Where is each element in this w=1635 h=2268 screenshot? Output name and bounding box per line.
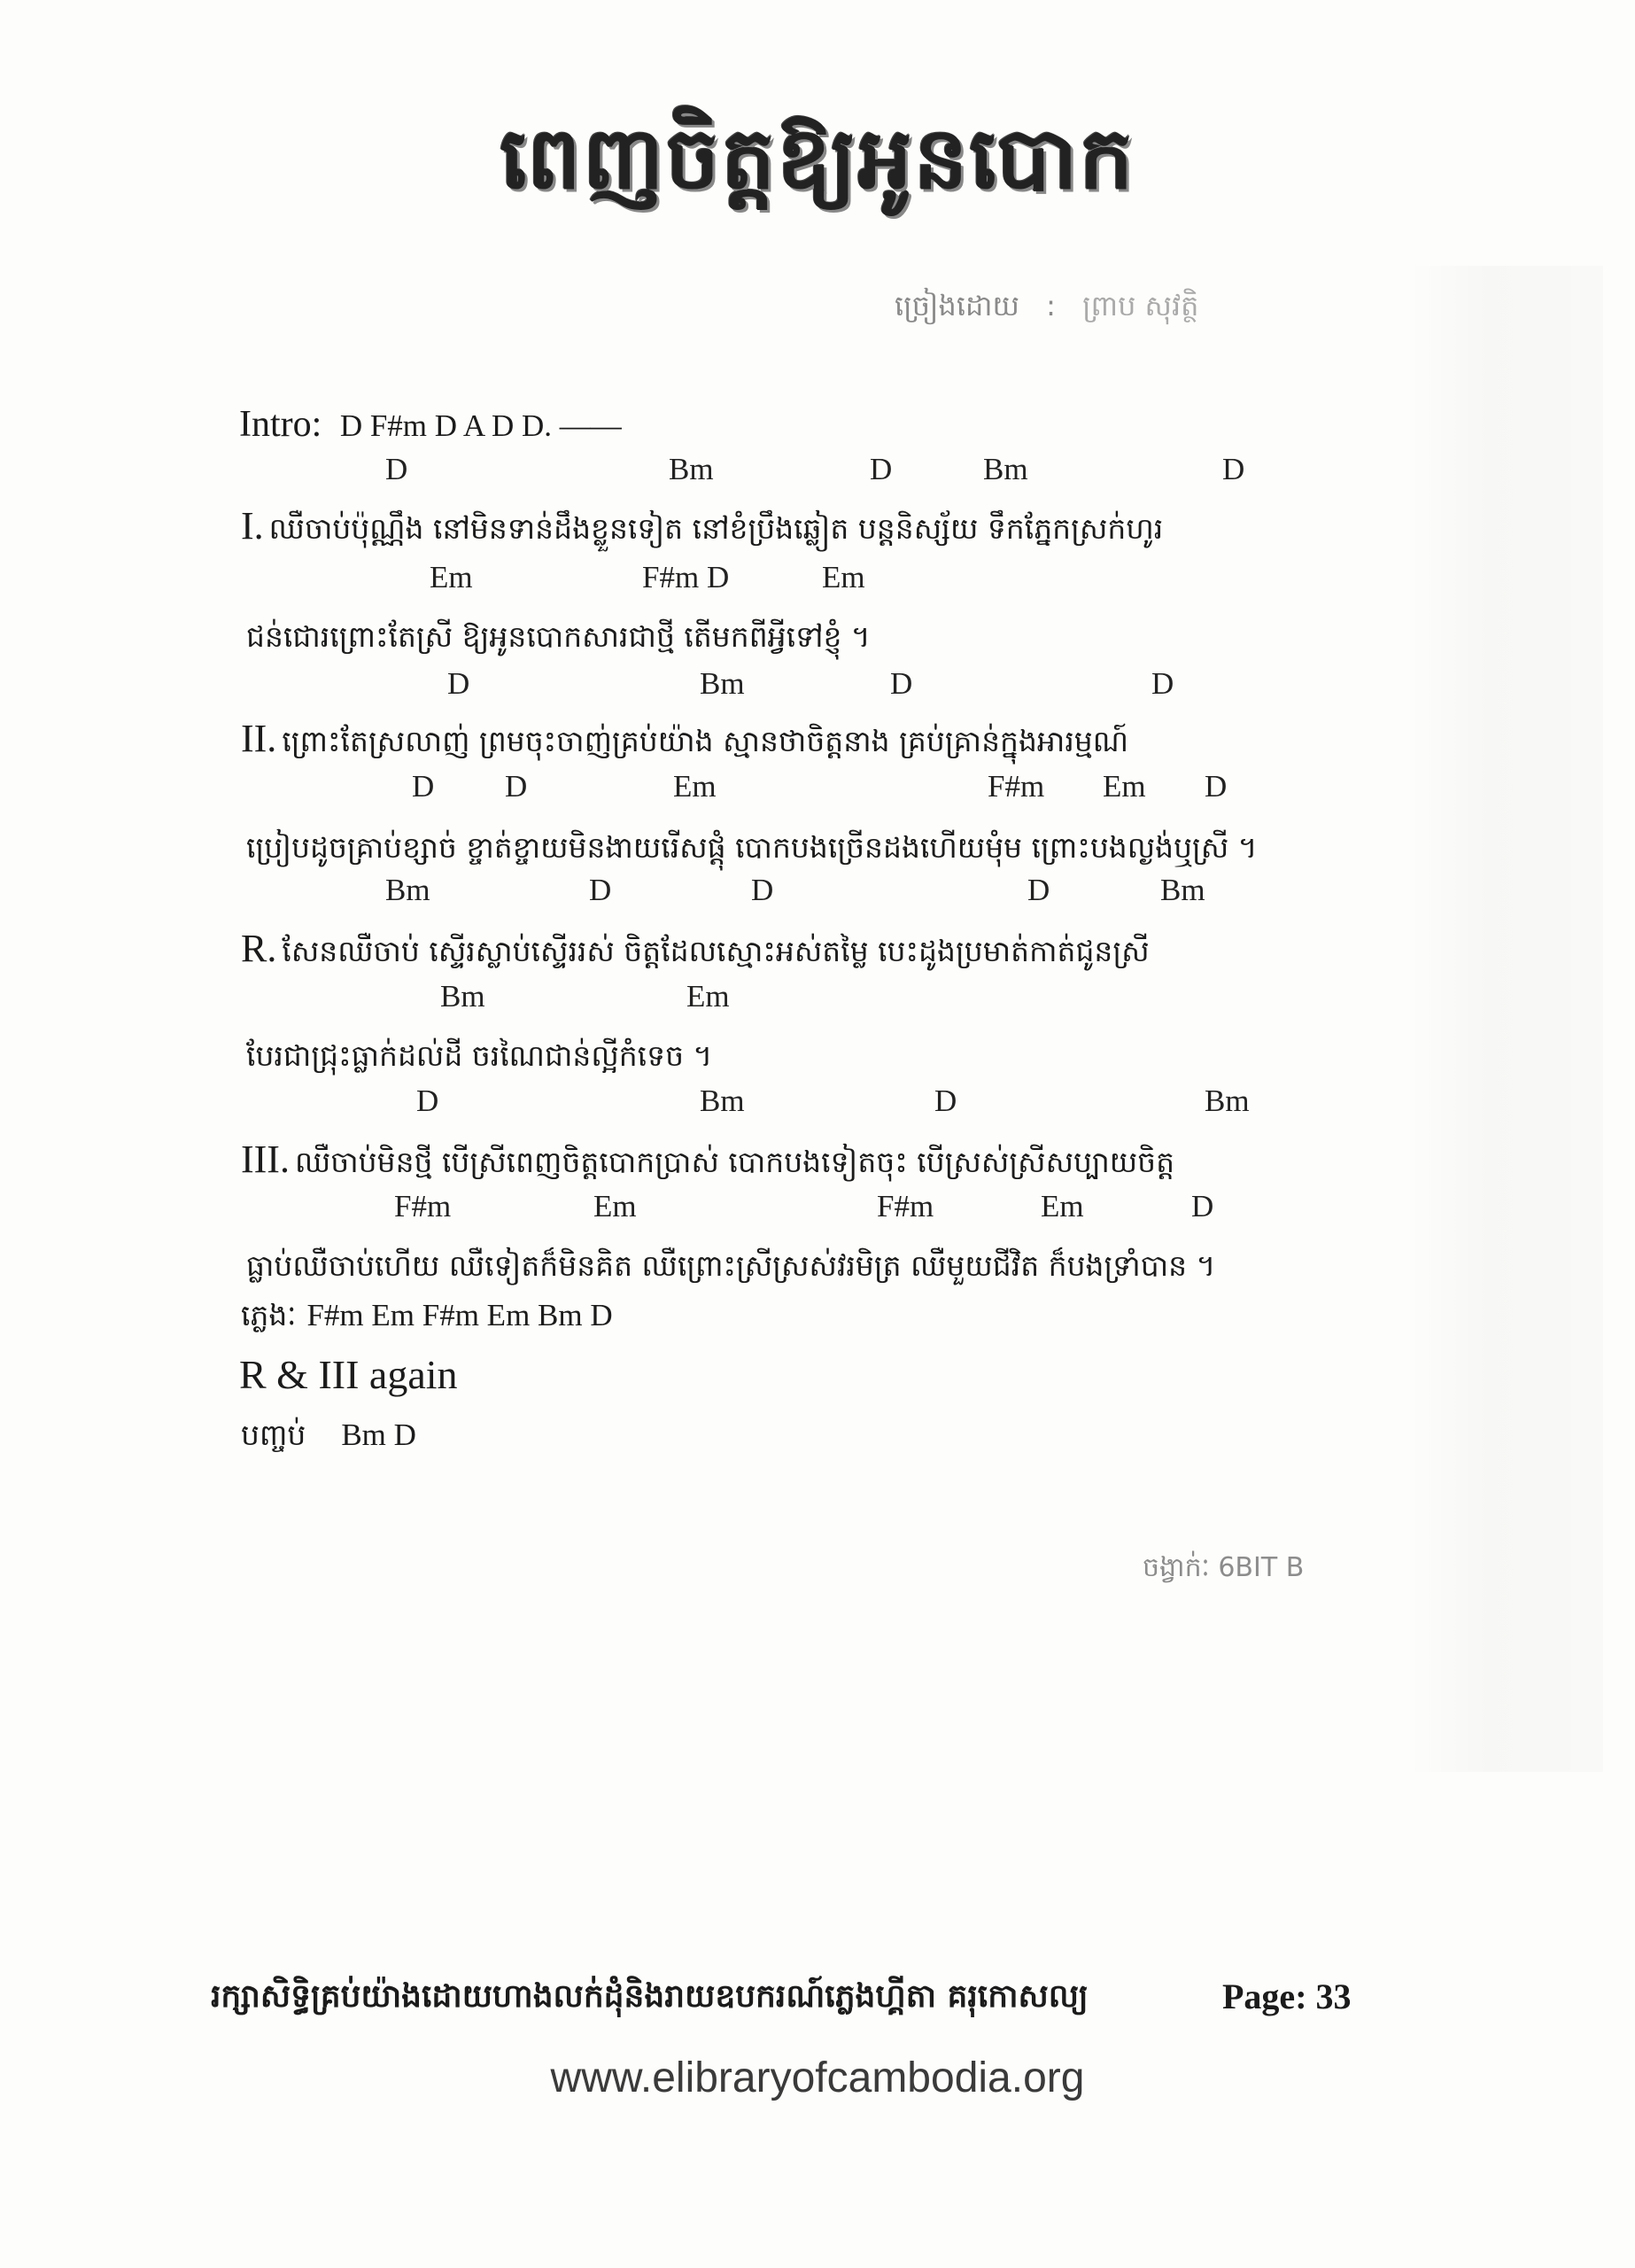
chord: D (751, 873, 774, 907)
chord: F#m (988, 769, 1045, 804)
lyric-text: ជន់ជោរព្រោះតែស្រី ឱ្យអូនបោកសារជាថ្មី តើមកពីអ្វីទៅខ្ញុំ ។ (246, 619, 871, 654)
ending-label: បញ្ចប់ (241, 1418, 306, 1452)
singer-name: ព្រាប សុវត្ថិ (1082, 289, 1199, 322)
chord-row (0, 666, 1635, 711)
rhythm-note: ចង្វាក់ៈ 6BIT B (1143, 1552, 1305, 1583)
chord: D (1205, 769, 1228, 804)
chord: D (589, 873, 612, 907)
lyric-line (241, 822, 1258, 873)
chord: Bm (1205, 1084, 1250, 1118)
chord: D (1191, 1189, 1214, 1223)
copyright-notice: រក្សាសិទ្ធិគ្រប់យ៉ាងដោយហាងលក់ដុំនិងរាយឧបករណ៍ភ្លេងហ្គីតា គរុកោសល្យ (211, 1978, 1089, 2015)
repeat-instruction: R & III again (239, 1352, 458, 1397)
chord: Bm (700, 1084, 745, 1118)
chord: Bm (983, 452, 1028, 486)
chord-row (0, 560, 1635, 604)
ending-line (241, 1418, 416, 1460)
interlude-chords: F#m Em F#m Em Bm D (306, 1298, 613, 1332)
chord: Em (430, 560, 473, 594)
chord: D (890, 666, 913, 701)
chord: Em (822, 560, 865, 594)
chord: D (385, 452, 408, 486)
byline-label: ច្រៀងដោយ (895, 289, 1019, 322)
lyric-line (241, 926, 1150, 976)
chord: D (1027, 873, 1050, 907)
verse-marker: I. (241, 504, 264, 548)
song-title: ពេញចិត្តឱ្យអូនបោក (500, 108, 1135, 208)
lyric-line (241, 716, 1128, 766)
chord: F#m (877, 1189, 934, 1223)
lyric-text: សែនឈឺចាប់ ស្ទើរស្លាប់ស្ទើររស់ ចិត្តដែលស្មោះអស់តម្លៃ បេះដូងប្រមាត់កាត់ជូនស្រី (282, 934, 1150, 968)
intro-label: Intro: (239, 404, 322, 445)
chord: F#m D (642, 560, 730, 594)
lyric-text: ធ្លាប់ឈឺចាប់ហើយ ឈឺទៀតក៏មិនគិត ឈឺព្រោះស្រីស្រស់វរមិត្រ ឈឺមួយជីវិត ក៏បងទ្រាំបាន ។ (246, 1248, 1216, 1283)
lyric-line (241, 1030, 712, 1081)
chord: Em (686, 979, 730, 1014)
chord: Bm (385, 873, 430, 907)
chord: Em (1103, 769, 1146, 804)
intro-chords: D F#m D A D D. —— (339, 408, 622, 443)
chord: Bm (669, 452, 714, 486)
chord: D (870, 452, 893, 486)
chord-row (0, 769, 1635, 813)
lyric-text: បែរជាជ្រុះធ្លាក់ដល់ដី ចរណៃជាន់ល្អីកំទេច ។ (246, 1038, 713, 1073)
chord: Bm (440, 979, 485, 1014)
lyric-line (241, 503, 1163, 554)
lyric-line (241, 1137, 1174, 1187)
chord-row (0, 452, 1635, 496)
chord-row (0, 979, 1635, 1023)
interlude-line (241, 1298, 613, 1340)
chord: D (505, 769, 528, 804)
lyric-text: ឈឺចាប់មិនថ្មី បើស្រីពេញចិត្តបោកប្រាស់ បោកបងទៀតចុះ បើស្រស់ស្រីសប្បាយចិត្ត (294, 1145, 1175, 1179)
chord: D (1151, 666, 1174, 701)
lyric-line (241, 1240, 1215, 1291)
chord: Em (1041, 1189, 1084, 1223)
chord: D (412, 769, 435, 804)
chord: D (416, 1084, 439, 1118)
byline (895, 288, 1198, 330)
chord: D (934, 1084, 957, 1118)
chord: Bm (1160, 873, 1205, 907)
lyric-text: ប្រៀបដូចគ្រាប់ខ្សាច់ ខ្ចាត់ខ្ចាយមិនងាយរើសផ្តុំ បោកបងច្រើនដងហើយមុំម ព្រោះបងល្ងង់ឬស្រី ។ (246, 830, 1258, 865)
website-url: www.elibraryofcambodia.org (550, 2054, 1085, 2101)
lyric-line (241, 611, 871, 662)
interlude-label: ភ្លេងៈ (241, 1298, 297, 1332)
chord-row (0, 873, 1635, 917)
byline-separator: : (1046, 289, 1056, 322)
chord: D (447, 666, 470, 701)
chord-row (0, 1189, 1635, 1233)
verse-marker: III. (241, 1138, 290, 1181)
chord-row (0, 1084, 1635, 1128)
intro-line (239, 403, 622, 446)
page-number: Page: 33 (1222, 1977, 1352, 2016)
ending-chords: Bm D (341, 1418, 416, 1452)
chord: F#m (394, 1189, 452, 1223)
lyric-text: ព្រោះតែស្រលាញ់ ព្រមចុះចាញ់គ្រប់យ៉ាង ស្មានថាចិត្តនាង គ្រប់គ្រាន់ក្នុងអារម្មណ៍ (282, 724, 1129, 758)
chord: Em (593, 1189, 637, 1223)
chord: Bm (700, 666, 745, 701)
chord: D (1222, 452, 1245, 486)
verse-marker: II. (241, 717, 277, 760)
refrain-marker: R. (241, 927, 277, 970)
chord: Em (673, 769, 717, 804)
lyric-text: ឈឺចាប់ប៉ុណ្ណឹង នៅមិនទាន់ដឹងខ្លួនទៀត នៅខំប្រឹងឆ្លៀត បន្តនិស្ស័យ ទឹកភ្នែកស្រក់ហូរ (268, 511, 1164, 546)
